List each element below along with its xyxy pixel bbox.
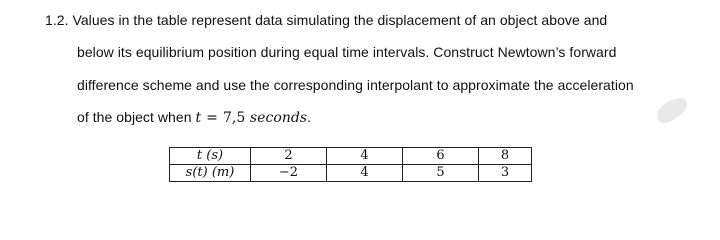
table-row-displacement	[170, 165, 532, 182]
equals-sign: =	[206, 110, 218, 126]
row-label-time: t (s)	[170, 148, 251, 165]
sentence-period: .	[307, 109, 312, 125]
displacement-cell: 4	[327, 165, 403, 182]
displacement-cell: −2	[251, 165, 327, 182]
table-row-time	[170, 148, 532, 165]
displacement-cell: 5	[403, 165, 479, 182]
row-label-displacement: s(t) (m)	[170, 165, 251, 182]
displacement-cell: 3	[479, 165, 532, 182]
problem-line-4	[77, 109, 311, 126]
data-table	[169, 147, 532, 182]
problem-line-4-text: of the object when	[77, 109, 196, 125]
time-variable: t	[195, 110, 202, 126]
problem-line-2: below its equilibrium position during equal time intervals. Construct Newtown’s forward	[77, 44, 617, 60]
time-cell: 8	[479, 148, 532, 165]
time-cell: 6	[403, 148, 479, 165]
time-unit: seconds	[245, 110, 308, 126]
problem-line-1: 1.2. Values in the table represent data simulating the displacement of an object above and	[45, 12, 608, 28]
ink-smudge	[653, 93, 691, 126]
problem-line-3: difference scheme and use the corresponding interpolant to approximate the acceleration	[77, 77, 634, 93]
time-value: 7,5	[222, 110, 246, 126]
time-cell: 2	[251, 148, 327, 165]
time-expression	[195, 110, 307, 126]
time-cell: 4	[327, 148, 403, 165]
